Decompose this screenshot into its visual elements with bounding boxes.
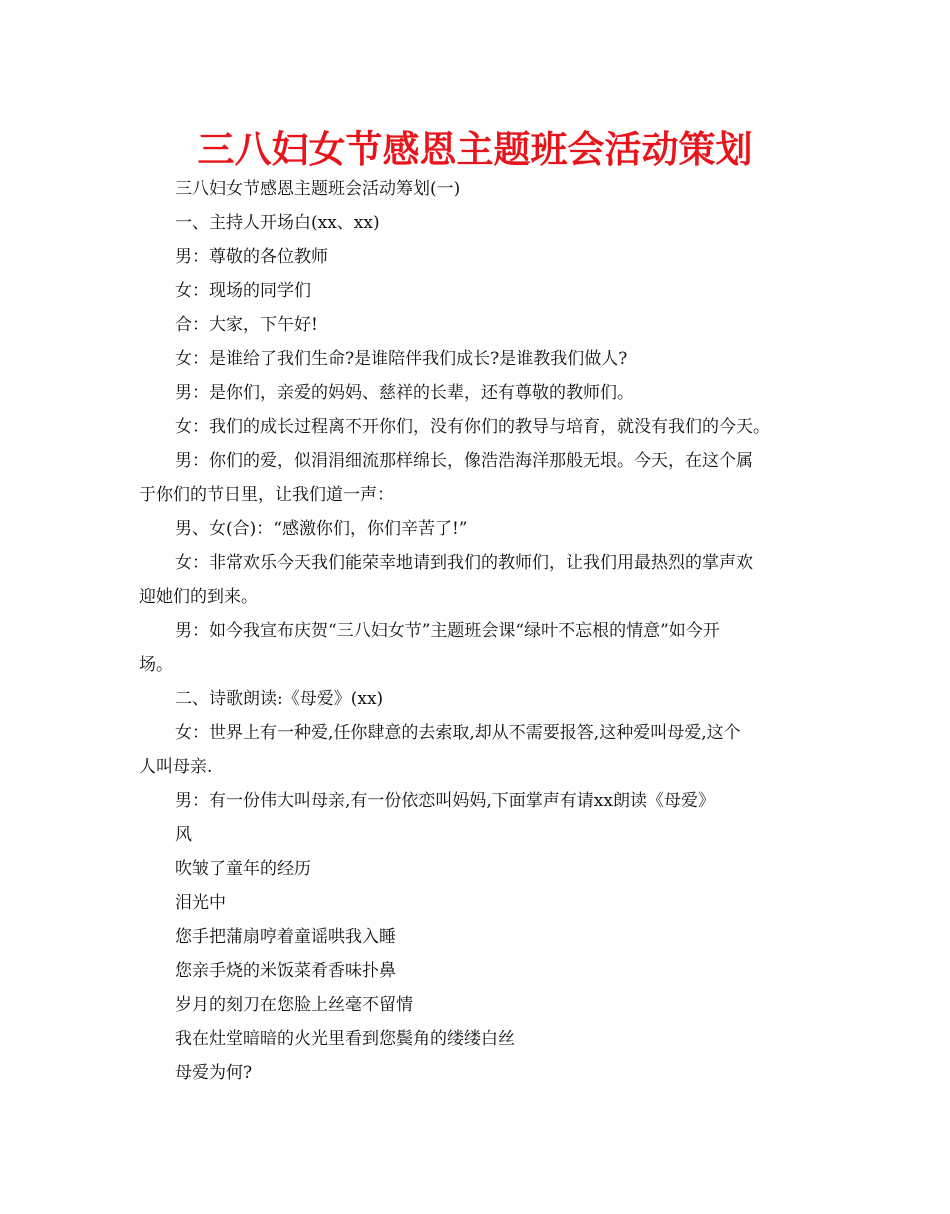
- paragraph-line: 男：有一份伟大叫母亲,有一份依恋叫妈妈,下面掌声有请xx朗读《母爱》: [175, 791, 715, 811]
- paragraph-line: 男：如今我宣布庆贺“三八妇女节”主题班会课“绿叶不忘根的情意”如今开: [175, 621, 720, 641]
- paragraph-line: 人叫母亲.: [139, 757, 213, 777]
- paragraph-line: 二、诗歌朗读:《母爱》(xx): [175, 689, 384, 709]
- paragraph-line: 风: [175, 825, 192, 845]
- paragraph-line: 女：现场的同学们: [175, 281, 311, 301]
- paragraph-line: 女：我们的成长过程离不开你们，没有你们的教导与培育，就没有我们的今天。: [175, 417, 770, 437]
- paragraph-line: 三八妇女节感恩主题班会活动筹划(一): [175, 179, 461, 199]
- paragraph-line: 男：你们的爱，似涓涓细流那样绵长，像浩浩海洋那般无垠。今天，在这个属: [175, 451, 753, 471]
- paragraph-line: 女：世界上有一种爱,任你肆意的去索取,却从不需要报答,这种爱叫母爱,这个: [175, 723, 741, 743]
- paragraph-line: 一、主持人开场白(xx、xx): [175, 213, 380, 233]
- paragraph-line: 女：是谁给了我们生命?是谁陪伴我们成长?是谁教我们做人?: [175, 349, 628, 369]
- paragraph-line: 吹皱了童年的经历: [175, 859, 311, 879]
- paragraph-line: 迎她们的到来。: [139, 587, 258, 607]
- paragraph-line: 合：大家，下午好!: [175, 315, 318, 335]
- paragraph-line: 男：尊敬的各位教师: [175, 247, 328, 267]
- paragraph-line: 男、女(合)：“感激你们，你们辛苦了!”: [175, 519, 468, 539]
- paragraph-line: 岁月的刻刀在您脸上丝毫不留情: [175, 995, 413, 1015]
- paragraph-line: 您亲手烧的米饭菜肴香味扑鼻: [175, 961, 396, 981]
- paragraph-line: 于你们的节日里，让我们道一声：: [139, 485, 394, 505]
- paragraph-line: 泪光中: [175, 893, 226, 913]
- paragraph-line: 母爱为何?: [175, 1063, 253, 1083]
- paragraph-line: 场。: [139, 655, 173, 675]
- paragraph-line: 我在灶堂暗暗的火光里看到您鬓角的缕缕白丝: [175, 1029, 515, 1049]
- paragraph-line: 女：非常欢乐今天我们能荣幸地请到我们的教师们，让我们用最热烈的掌声欢: [175, 553, 753, 573]
- document-title: 三八妇女节感恩主题班会活动策划: [197, 128, 753, 171]
- paragraph-line: 男：是你们，亲爱的妈妈、慈祥的长辈，还有尊敬的教师们。: [175, 383, 634, 403]
- document-body: [139, 172, 829, 1090]
- paragraph-line: 您手把蒲扇哼着童谣哄我入睡: [175, 927, 396, 947]
